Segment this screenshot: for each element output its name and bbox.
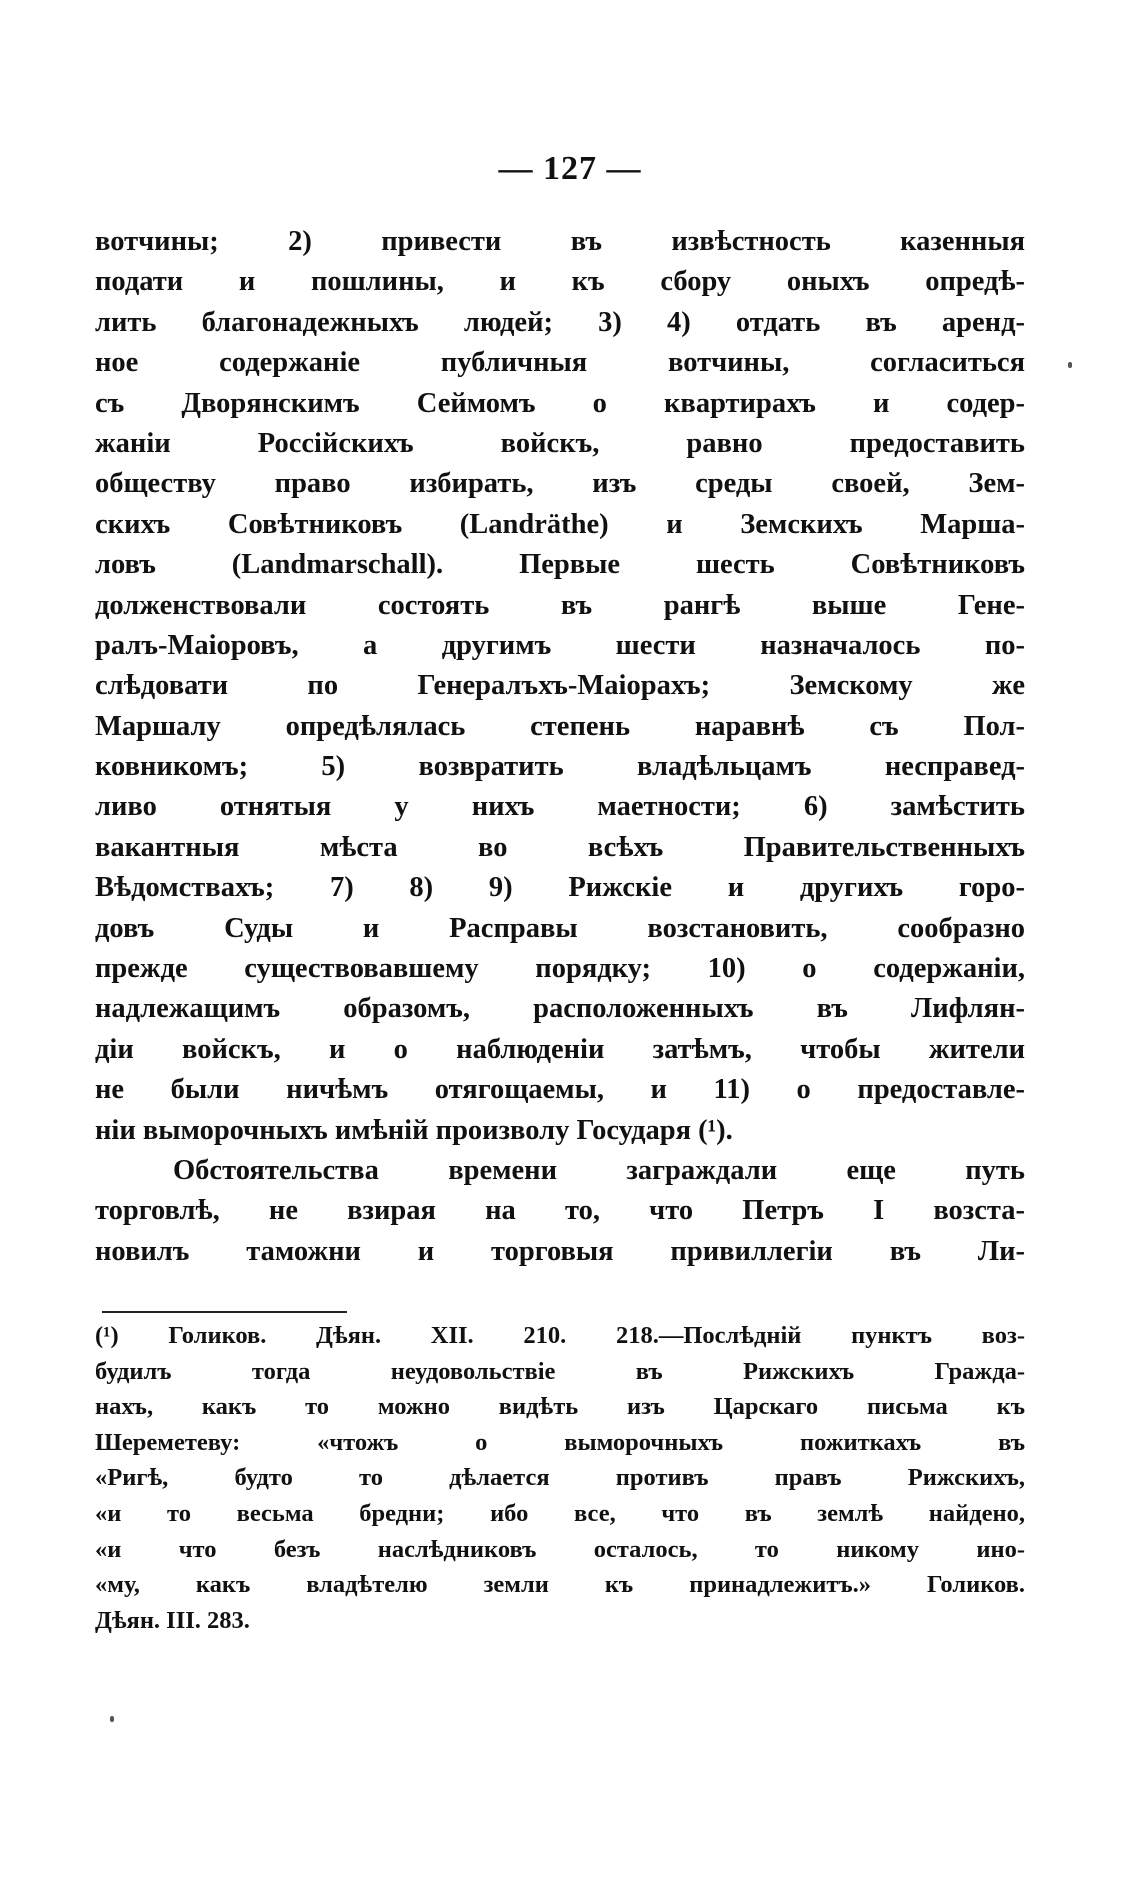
text-line: довъ Суды и Расправы возстановить, сообразно [95, 912, 1025, 944]
text-line: подати и пошлины, и къ сбору оныхъ опредѣ- [95, 266, 1025, 298]
text-line: долженствовали состоять въ рангѣ выше Гене- [95, 589, 1025, 621]
text-line: ловъ (Landmarschall). Первые шесть Совѣтниковъ [95, 549, 1025, 581]
footnote-line: Дѣян. III. 283. [95, 1606, 250, 1634]
footnote-line: «му, какъ владѣтелю земли къ принадлежитъ.» Голиков. [95, 1571, 1025, 1599]
footnote-line: Шереметеву: «чтожъ о выморочныхъ пожиткахъ въ [95, 1428, 1025, 1456]
footnote-rule [102, 1311, 347, 1313]
text-line: съ Дворянскимъ Сеймомъ о квартирахъ и содер- [95, 387, 1025, 419]
footnote-line: (¹) Голиков. Дѣян. XII. 210. 218.—Послѣдній пунктъ воз- [95, 1322, 1025, 1349]
text-line: діи войскъ, и о наблюденіи затѣмъ, чтобы жители [95, 1033, 1025, 1065]
text-line: вотчины; 2) привести въ извѣстность казенныя [95, 226, 1025, 257]
print-speck [1068, 362, 1072, 368]
text-line: ніи выморочныхъ имѣній произволу Государя (¹). [95, 1114, 733, 1146]
footnote-line: будилъ тогда неудовольствіе въ Рижскихъ Гражда- [95, 1357, 1025, 1385]
text-line: ковникомъ; 5) возвратить владѣльцамъ несправед- [95, 751, 1025, 783]
footnote-line: «Ригѣ, будто то дѣлается противъ правъ Рижскихъ, [95, 1464, 1025, 1492]
text-line: скихъ Совѣтниковъ (Landräthe) и Земскихъ Марша- [95, 508, 1025, 540]
text-line: торговлѣ, не взирая на то, что Петръ I возста- [95, 1195, 1025, 1227]
text-line: надлежащимъ образомъ, расположенныхъ въ Лифлян- [95, 993, 1025, 1025]
text-line: ное содержаніе публичныя вотчины, согласиться [95, 347, 1025, 379]
page-number: — 127 — [498, 150, 642, 187]
text-line: прежде существовавшему порядку; 10) о содержаніи, [95, 953, 1025, 985]
text-line: Маршалу опредѣлялась степень наравнѣ съ Пол- [95, 710, 1025, 742]
text-line: обществу право избирать, изъ среды своей, Зем- [95, 468, 1025, 500]
footnote-line: «и то весьма бредни; ибо все, что въ землѣ найдено, [95, 1499, 1025, 1527]
print-speck [110, 1716, 114, 1722]
text-line: не были ничѣмъ отягощаемы, и 11) о предоставле- [95, 1074, 1025, 1106]
footnote-line: нахъ, какъ то можно видѣть изъ Царскаго письма къ [95, 1393, 1025, 1421]
text-line: Обстоятельства времени заграждали еще путь [173, 1154, 1025, 1186]
text-line: слѣдовати по Генералъхъ-Маіорахъ; Земскому же [95, 670, 1025, 702]
text-line: вакантныя мѣста во всѣхъ Правительственныхъ [95, 831, 1025, 863]
text-line: новилъ таможни и торговыя привиллегіи въ Ли- [95, 1235, 1025, 1267]
text-line: ралъ-Маіоровъ, а другимъ шести назначалось по- [95, 629, 1025, 661]
text-line: жаніи Россійскихъ войскъ, равно предоставить [95, 427, 1025, 459]
footnote-line: «и что безъ наслѣдниковъ осталось, то никому ино- [95, 1535, 1025, 1563]
text-line: ливо отнятыя у нихъ маетности; 6) замѣстить [95, 791, 1025, 823]
text-line: лить благонадежныхъ людей; 3) 4) отдать въ аренд- [95, 306, 1025, 338]
footnote [95, 1318, 1025, 1638]
text-line: Вѣдомствахъ; 7) 8) 9) Рижскіе и другихъ горо- [95, 872, 1025, 904]
main-text [95, 222, 1025, 1272]
